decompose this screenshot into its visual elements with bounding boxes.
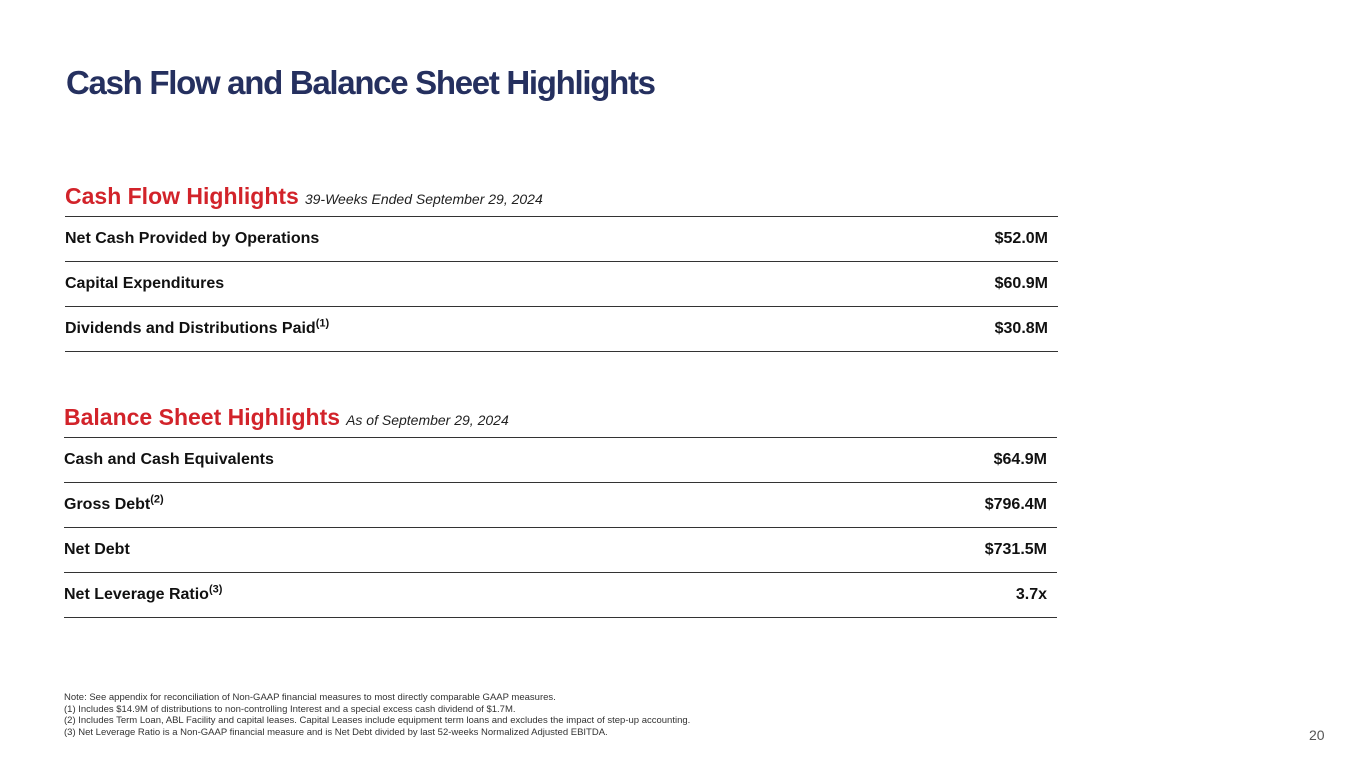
row-label: Net Cash Provided by Operations (65, 230, 320, 247)
footnotes (64, 692, 690, 738)
cash-flow-subheading: 39-Weeks Ended September 29, 2024 (304, 191, 543, 207)
cash-flow-table (65, 216, 1058, 352)
row-label: Cash and Cash Equivalents (64, 451, 274, 468)
table-row (65, 307, 1058, 352)
row-value: 3.7x (1015, 586, 1047, 603)
table-row (64, 528, 1057, 573)
row-value: $796.4M (984, 496, 1047, 513)
footnote-2: (2) Includes Term Loan, ABL Facility and capital leases. Capital Leases include equipment term loans and excludes the impact of step-up accounting. (64, 715, 691, 726)
footnote-3: (3) Net Leverage Ratio is a Non-GAAP financial measure and is Net Debt divided by last 52-weeks Normalized Adjusted EBITDA. (64, 726, 608, 738)
row-value: $64.9M (993, 451, 1047, 468)
table-row (64, 573, 1057, 618)
balance-sheet-heading: Balance Sheet Highlights (64, 404, 341, 430)
footnote-ref: (3) (208, 583, 223, 596)
table-row (64, 438, 1057, 483)
balance-sheet-table (64, 437, 1057, 618)
row-value: $731.5M (984, 541, 1047, 558)
row-label: Capital Expenditures (65, 275, 225, 292)
footnote-ref: (1) (315, 317, 330, 330)
table-row (65, 217, 1058, 262)
row-label: Gross Debt$^{(2)}$ (64, 493, 164, 513)
row-value: $52.0M (994, 230, 1048, 247)
balance-sheet-section (64, 404, 1057, 618)
row-label: Net Debt (64, 541, 130, 558)
row-value: $30.8M (994, 320, 1048, 337)
footnote-ref: (2) (150, 493, 164, 506)
cash-flow-header (65, 183, 1058, 216)
page-number: 20 (1309, 727, 1325, 743)
row-value: $60.9M (994, 275, 1048, 292)
cash-flow-section (65, 183, 1058, 352)
row-label: Dividends and Distributions Paid$^{(1)}$ (65, 317, 330, 337)
table-row (65, 262, 1058, 307)
cash-flow-heading: Cash Flow Highlights (65, 183, 299, 209)
row-label: Net Leverage Ratio$^{(3)}$ (64, 583, 223, 603)
footnote-1: (1) Includes $14.9M of distributions to non-controlling Interest and a special excess cash dividend of $1.7M. (64, 703, 516, 715)
balance-sheet-header (64, 404, 1057, 437)
page-title: Cash Flow and Balance Sheet Highlights (66, 64, 655, 101)
balance-sheet-subheading: As of September 29, 2024 (346, 412, 509, 428)
footnote-note: Note: See appendix for reconciliation of Non-GAAP financial measures to most directly comparable GAAP measures. (64, 692, 556, 703)
table-row (64, 483, 1057, 528)
